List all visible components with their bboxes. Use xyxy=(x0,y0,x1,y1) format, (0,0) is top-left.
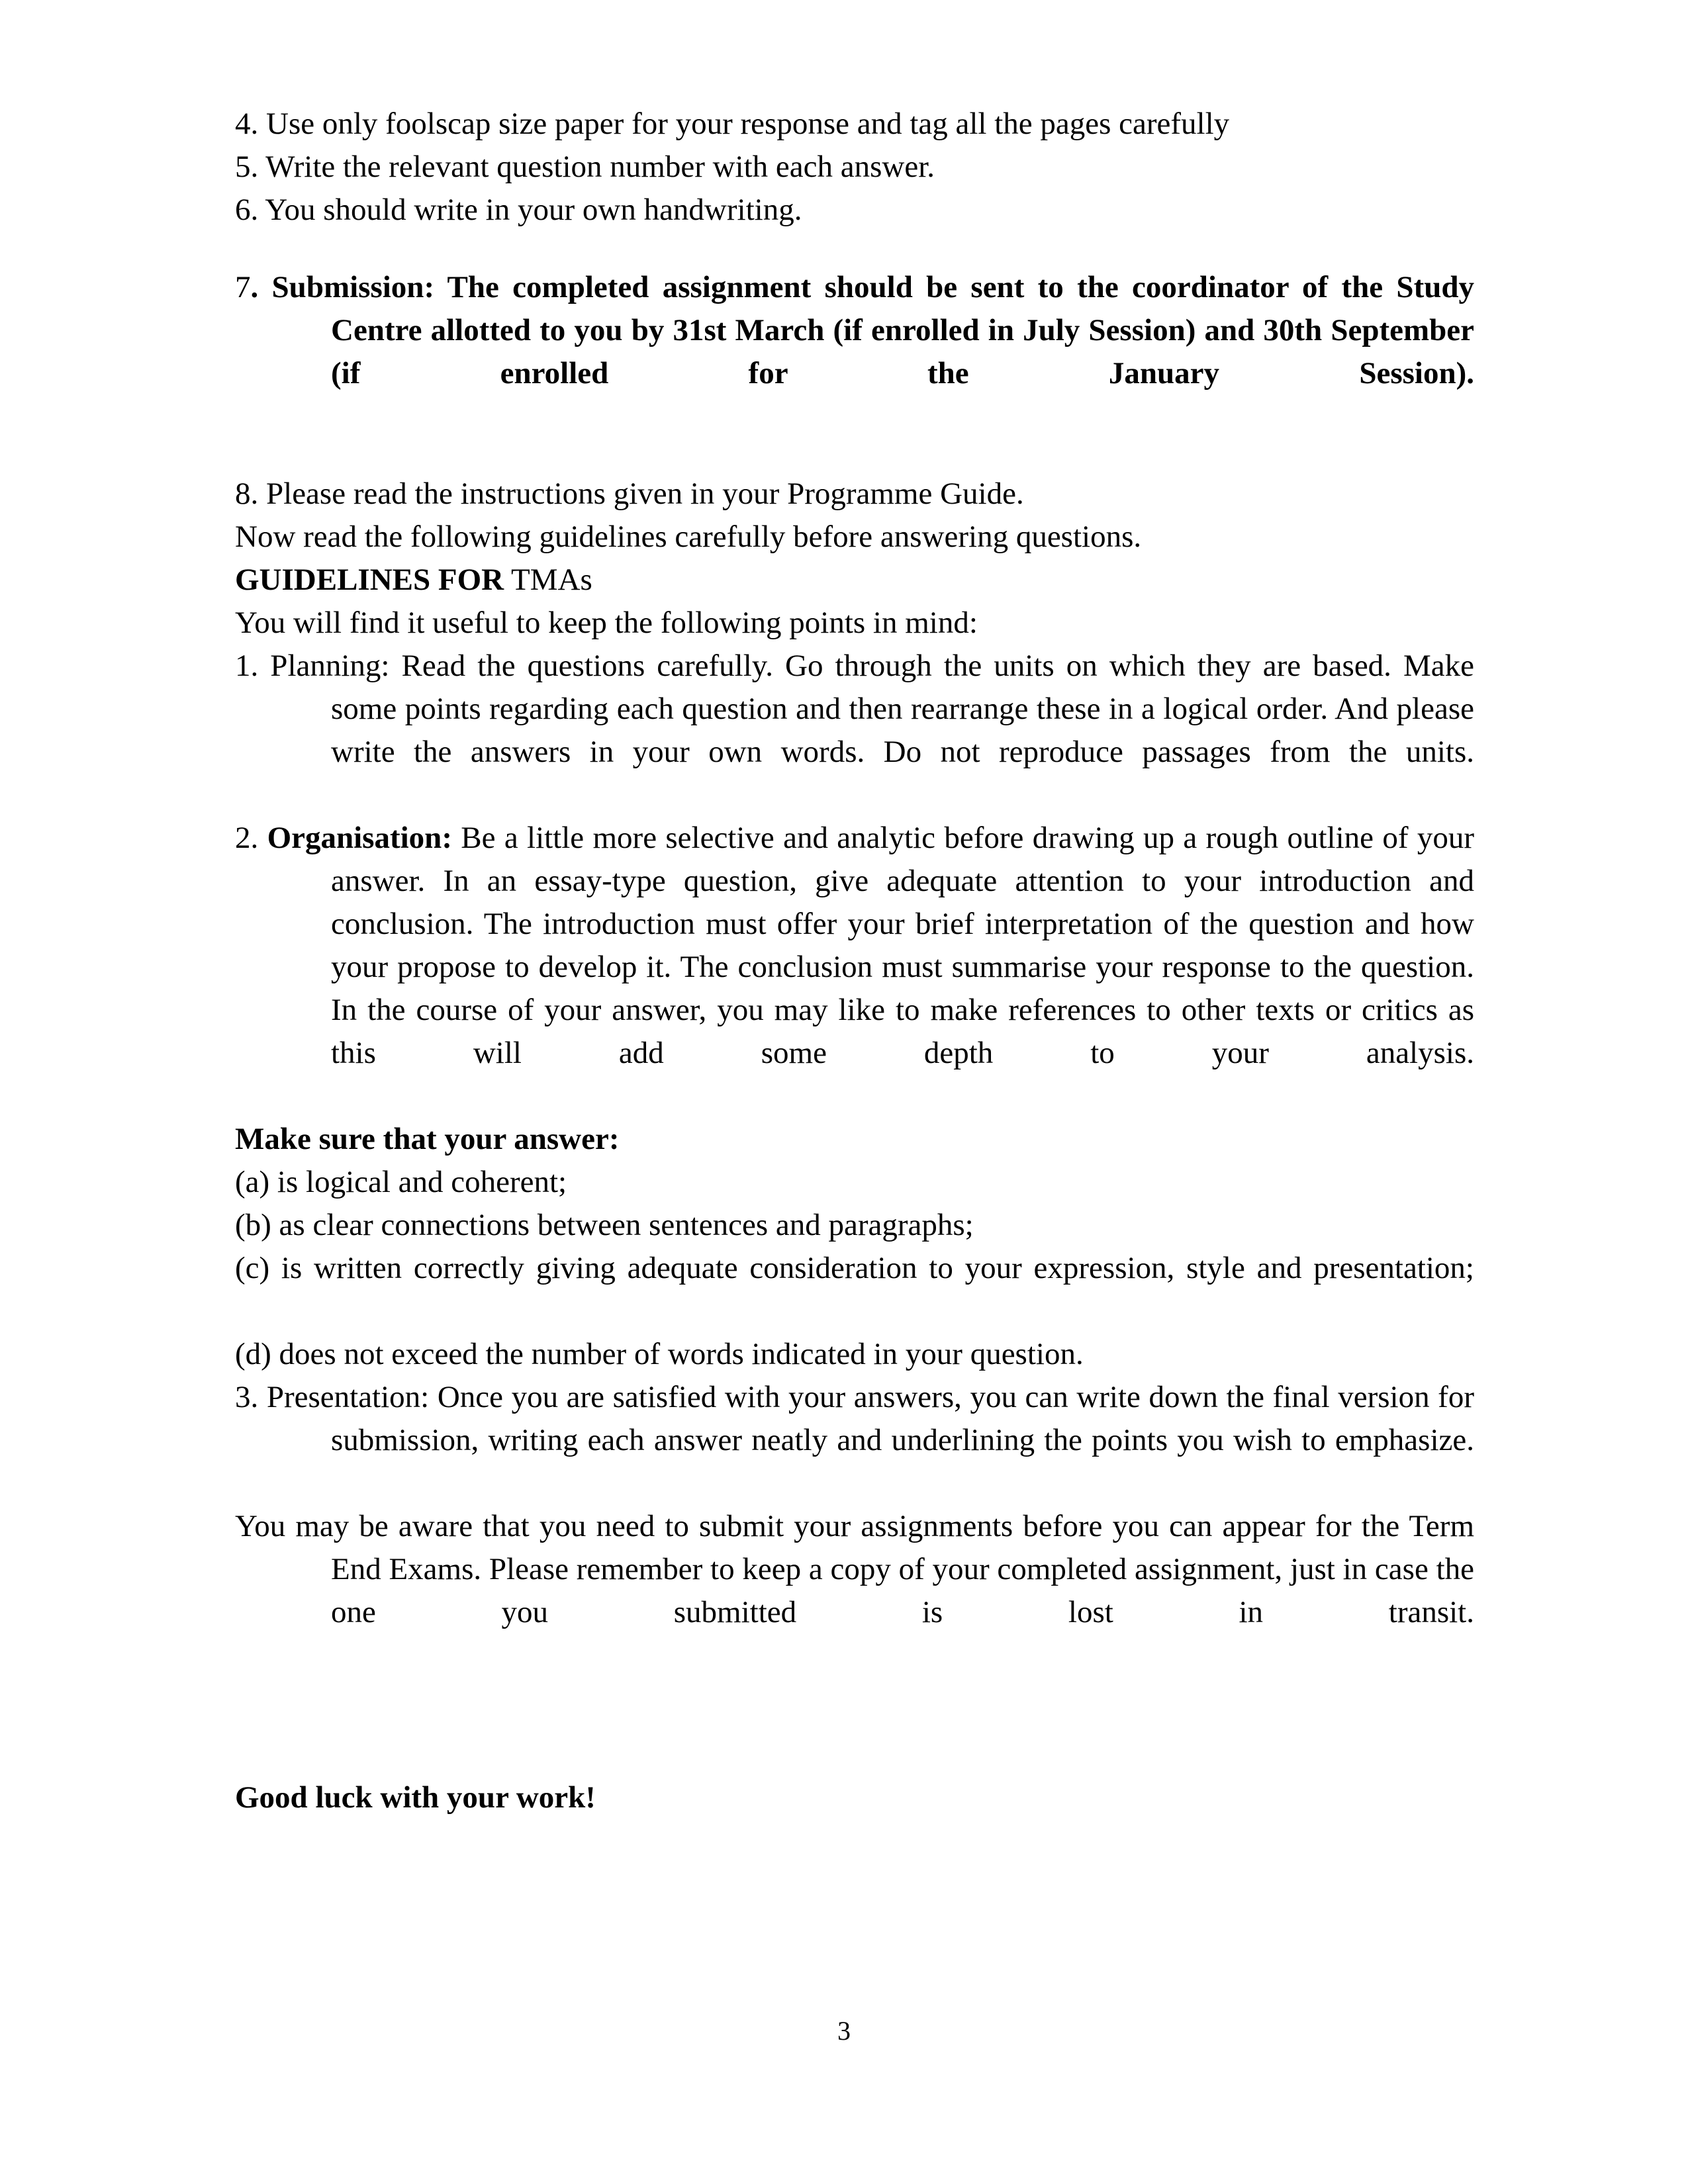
document-body xyxy=(235,103,1474,1819)
answer-criterion-b: (b) as clear connections between sentences and paragraphs; xyxy=(235,1208,974,1242)
spacer-after-submission xyxy=(235,438,1474,473)
submission-text: Submission: The completed assignment should be sent to the coordinator of the Study Centre allotted to you by 31st March (if enrolled in July Session) and 30th September (if enrolled for the January Session). xyxy=(258,270,1474,390)
point-2-label: Organisation: xyxy=(258,821,452,855)
instruction-item-5: 5. Write the relevant question number with each answer. xyxy=(235,150,935,184)
point-1-label: Planning: xyxy=(258,649,390,683)
spacer-before-good-luck xyxy=(235,1677,1474,1776)
submission-paragraph xyxy=(235,266,1474,438)
instruction-item-8: 8. Please read the instructions given in your Programme Guide. xyxy=(235,477,1024,511)
point-3-label: Presentation: xyxy=(258,1380,430,1414)
instruction-item-4: 4. Use only foolscap size paper for your response and tag all the pages carefully xyxy=(235,107,1230,141)
point-1-body: Read the questions carefully. Go through the units on which they are based. Make some points regarding each question and then rearrange these in a logical order. And please write the answers in your own words. Do not reproduce passages from the units. xyxy=(331,649,1474,769)
instruction-item-6: 6. You should write in your own handwriting. xyxy=(235,193,802,227)
point-3-number: 3. xyxy=(235,1380,259,1414)
spacer-after-instructions xyxy=(235,232,1474,266)
point-2-body: Be a little more selective and analytic before drawing up a rough outline of your answer. In an essay-type question, give adequate attention to your introduction and conclusion. The introduction must offer your brief interpretation of the question and how your propose to develop it. The conclusion must summarise your response to the question. In the course of your answer, you may like to make references to other texts or critics as this will add some depth to your analysis. xyxy=(331,821,1474,1070)
submission-number: 7 xyxy=(235,270,251,304)
guidelines-heading-regular: TMAs xyxy=(504,563,592,597)
point-3-body: Once you are satisfied with your answers, you can write down the final version for submission, writing each answer neatly and underlining the points you wish to emphasize. xyxy=(331,1380,1474,1457)
useful-points-line: You will find it useful to keep the following points in mind: xyxy=(235,606,978,640)
point-2-number: 2. xyxy=(235,821,259,855)
answer-criterion-d: (d) does not exceed the number of words indicated in your question. xyxy=(235,1337,1084,1371)
now-read-line: Now read the following guidelines carefully before answering questions. xyxy=(235,520,1142,554)
answer-criterion-c: (c) is written correctly giving adequate consideration to your expression, style and presentation; xyxy=(235,1251,1474,1285)
point-1-number: 1. xyxy=(235,649,259,683)
good-luck-text: Good luck with your work! xyxy=(235,1780,596,1815)
make-sure-heading: Make sure that your answer: xyxy=(235,1122,620,1156)
guidelines-heading xyxy=(235,559,1474,602)
submission-period: . xyxy=(250,270,259,304)
point-3-presentation xyxy=(235,1376,1474,1505)
page-number: 3 xyxy=(837,2016,851,2046)
closing-paragraph: You may be aware that you need to submit your assignments before you can appear for the Term End Exams. Please remember to keep a copy of your completed assignment, just in case the one you submitted is lost in transit. xyxy=(235,1509,1474,1629)
point-1-planning xyxy=(235,645,1474,817)
guidelines-heading-bold: GUIDELINES FOR xyxy=(235,563,504,597)
point-2-organisation xyxy=(235,817,1474,1118)
answer-criterion-a: (a) is logical and coherent; xyxy=(235,1165,567,1199)
